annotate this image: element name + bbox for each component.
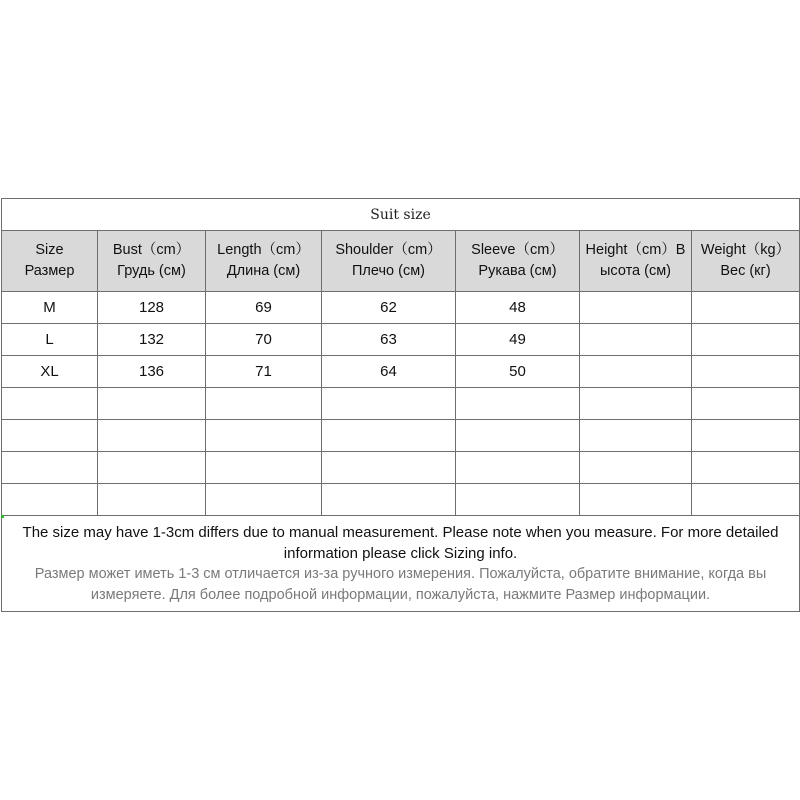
cell-sleeve: 50 bbox=[456, 356, 580, 388]
cell-weight bbox=[692, 388, 800, 420]
cell-bust bbox=[98, 484, 206, 516]
note-russian: Размер может иметь 1-3 см отличается из-за ручного измерения. Пожалуйста, обратите внимание, когда вы измеряете. Для более подробной информации, пожалуйста, нажмите Размер информации. bbox=[34, 565, 767, 603]
table-title: Suit size bbox=[2, 199, 800, 231]
cell-weight bbox=[692, 356, 800, 388]
cell-sleeve bbox=[456, 420, 580, 452]
header-shoulder-en: Shoulder（cm） bbox=[335, 242, 442, 258]
header-bust bbox=[98, 231, 206, 292]
cell-sleeve bbox=[456, 452, 580, 484]
header-shoulder bbox=[322, 231, 456, 292]
cell-length bbox=[206, 484, 322, 516]
cell-size: L bbox=[2, 324, 98, 356]
cell-height bbox=[580, 292, 692, 324]
cell-size: XL bbox=[2, 356, 98, 388]
table-row bbox=[2, 420, 800, 452]
cell-sleeve: 49 bbox=[456, 324, 580, 356]
cell-length bbox=[206, 388, 322, 420]
cell-shoulder: 63 bbox=[322, 324, 456, 356]
cell-weight bbox=[692, 324, 800, 356]
cell-size: M bbox=[2, 292, 98, 324]
size-chart-table bbox=[1, 198, 800, 612]
table-row bbox=[2, 452, 800, 484]
header-shoulder-ru: Плечо (см) bbox=[352, 263, 425, 279]
cell-height bbox=[580, 324, 692, 356]
cell-shoulder bbox=[322, 452, 456, 484]
cell-bust bbox=[98, 420, 206, 452]
cell-bust: 128 bbox=[98, 292, 206, 324]
header-bust-en: Bust（cm） bbox=[112, 242, 191, 258]
cell-height bbox=[580, 452, 692, 484]
cell-sleeve bbox=[456, 388, 580, 420]
header-sleeve-ru: Рукава (см) bbox=[478, 263, 557, 279]
table-row bbox=[2, 484, 800, 516]
header-height-ru: ысота (см) bbox=[599, 263, 672, 279]
table-row bbox=[2, 356, 800, 388]
cell-shoulder bbox=[322, 484, 456, 516]
header-weight-ru: Вес (кг) bbox=[720, 263, 771, 279]
cell-height bbox=[580, 356, 692, 388]
cell-bust bbox=[98, 452, 206, 484]
cell-height bbox=[580, 484, 692, 516]
cell-bust bbox=[98, 388, 206, 420]
header-bust-ru: Грудь (см) bbox=[117, 263, 186, 279]
cell-length: 69 bbox=[206, 292, 322, 324]
cell-shoulder bbox=[322, 420, 456, 452]
cell-weight bbox=[692, 292, 800, 324]
header-weight bbox=[692, 231, 800, 292]
cell-sleeve bbox=[456, 484, 580, 516]
header-height bbox=[580, 231, 692, 292]
header-length-en: Length（cm） bbox=[217, 242, 310, 258]
cell-height bbox=[580, 388, 692, 420]
header-size-en: Size bbox=[35, 242, 64, 258]
cell-shoulder bbox=[322, 388, 456, 420]
header-sleeve bbox=[456, 231, 580, 292]
header-sleeve-en: Sleeve（cm） bbox=[471, 242, 564, 258]
header-length bbox=[206, 231, 322, 292]
measurement-note bbox=[2, 516, 800, 612]
cell-sleeve: 48 bbox=[456, 292, 580, 324]
cell-length: 71 bbox=[206, 356, 322, 388]
table-row bbox=[2, 292, 800, 324]
cell-length: 70 bbox=[206, 324, 322, 356]
cell-size bbox=[2, 484, 98, 516]
header-length-ru: Длина (см) bbox=[226, 263, 301, 279]
cell-weight bbox=[692, 452, 800, 484]
cell-size bbox=[2, 452, 98, 484]
header-row bbox=[2, 231, 800, 292]
table-row bbox=[2, 324, 800, 356]
cell-size bbox=[2, 388, 98, 420]
cell-weight bbox=[692, 484, 800, 516]
cell-height bbox=[580, 420, 692, 452]
cell-size bbox=[2, 420, 98, 452]
cell-shoulder: 62 bbox=[322, 292, 456, 324]
cell-bust: 132 bbox=[98, 324, 206, 356]
header-height-en: Height（cm）В bbox=[585, 242, 686, 258]
cell-weight bbox=[692, 420, 800, 452]
corner-mark bbox=[1, 515, 4, 518]
table-row bbox=[2, 388, 800, 420]
header-weight-en: Weight（kg） bbox=[700, 242, 791, 258]
note-english: The size may have 1-3cm differs due to manual measurement. Please note when you measure. For more detailed information please click Sizing info. bbox=[22, 523, 779, 562]
header-size bbox=[2, 231, 98, 292]
header-size-ru: Размер bbox=[24, 263, 75, 279]
cell-shoulder: 64 bbox=[322, 356, 456, 388]
cell-length bbox=[206, 452, 322, 484]
cell-bust: 136 bbox=[98, 356, 206, 388]
cell-length bbox=[206, 420, 322, 452]
